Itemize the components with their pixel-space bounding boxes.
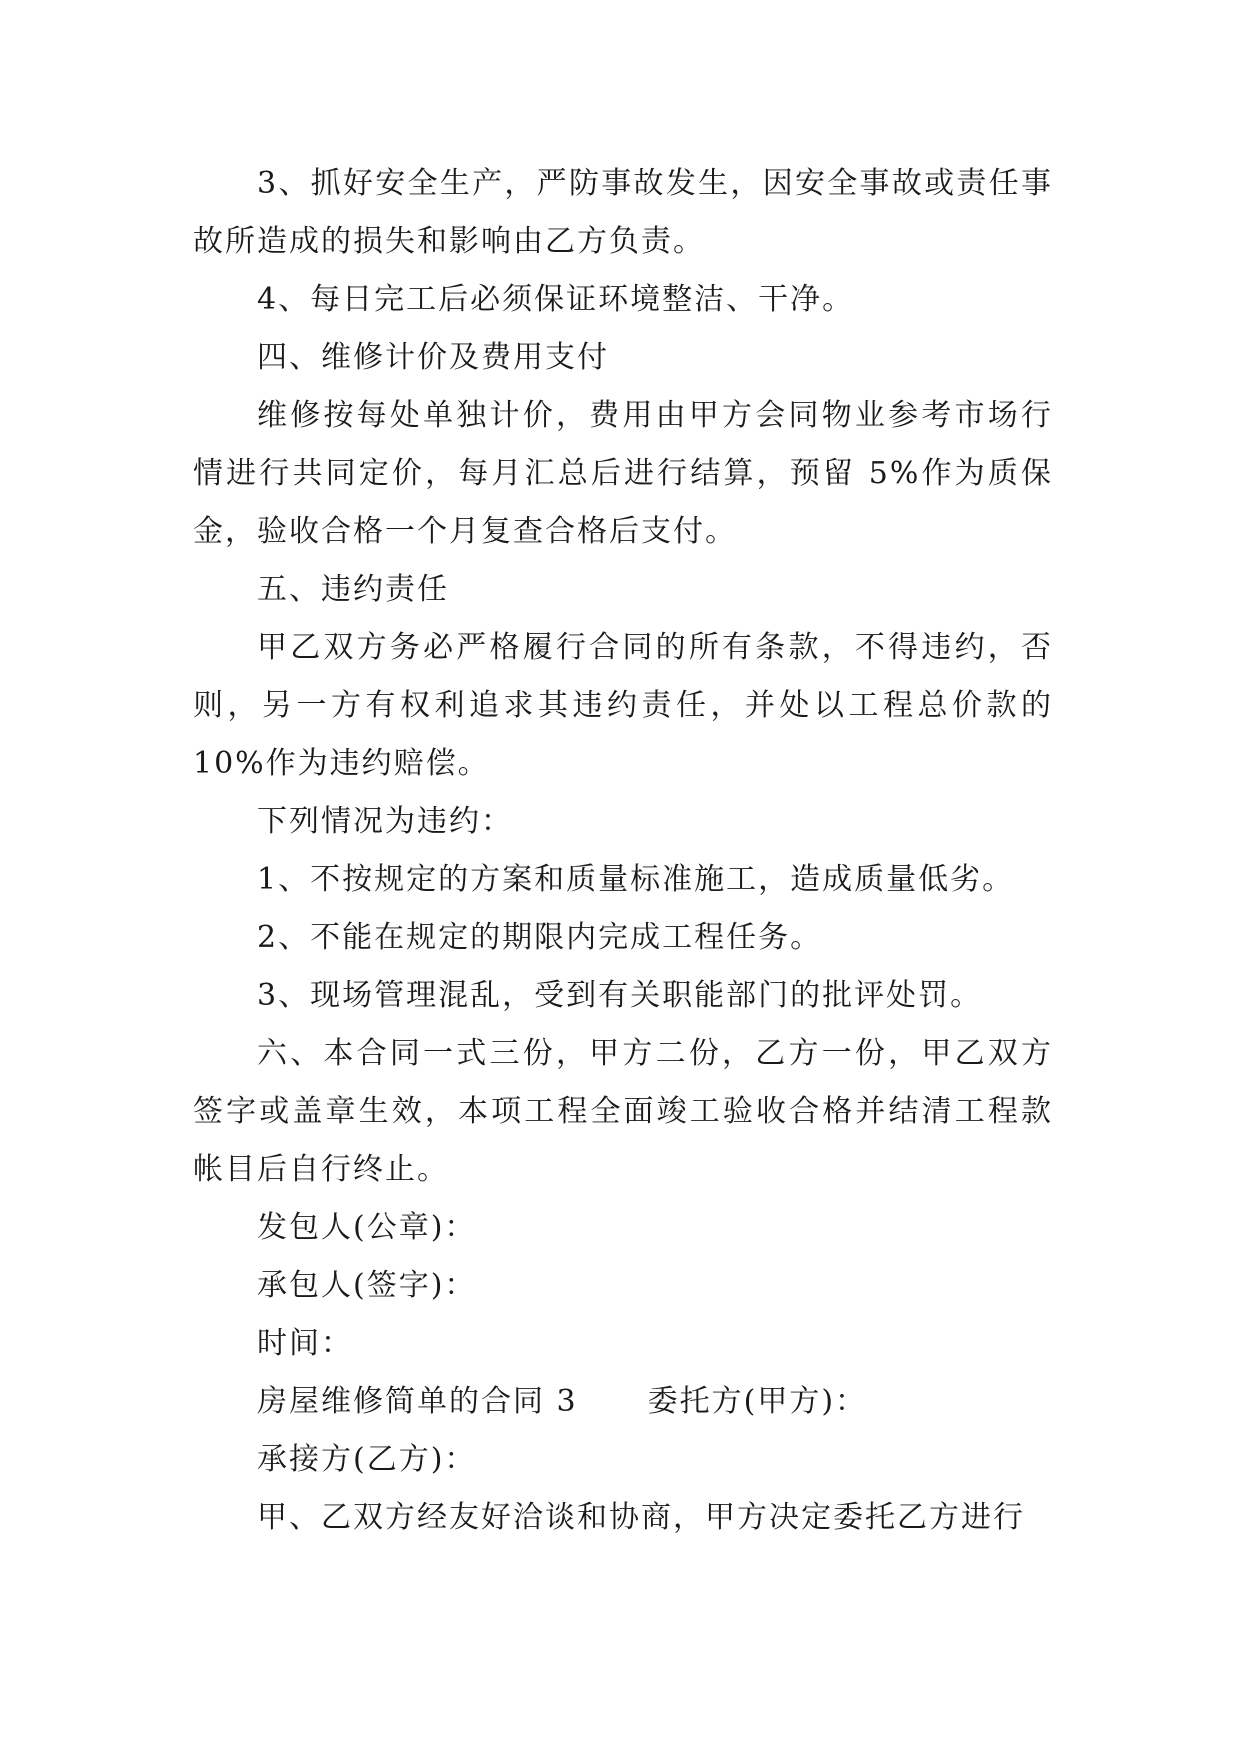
signature-contractor: 承包人(签字)： [257,1268,477,1303]
paragraph-pricing: 维修按每处单独计价，费用由甲方会同物业参考市场行情进行共同定价，每月汇总后进行结算，预留 5%作为质保金，验收合格一个月复查合格后支付。 [193,398,1053,549]
party-b-label: 承接方(乙方)： [257,1442,477,1477]
paragraph-breach-intro: 下列情况为违约： [257,804,513,839]
paragraph-liability: 甲乙双方务必严格履行合同的所有条款，不得违约，否则，另一方有权利追求其违约责任，并处以工程总价款的 10%作为违约赔偿。 [193,630,1053,781]
paragraph-cleanliness: 4、每日完工后必须保证环境整洁、干净。 [257,282,855,317]
document-body [193,155,1053,1547]
breach-item-3: 3、现场管理混乱，受到有关职能部门的批评处罚。 [257,978,983,1013]
signature-date: 时间： [257,1326,353,1361]
contract-title-line [193,1373,1053,1431]
signature-employer: 发包人(公章)： [257,1210,477,1245]
section-heading-pricing: 四、维修计价及费用支付 [257,340,609,375]
paragraph-safety: 3、抓好安全生产，严防事故发生，因安全事故或责任事故所造成的损失和影响由乙方负责。 [193,166,1053,259]
contract-title: 房屋维修简单的合同 3 [257,1384,578,1419]
section-heading-liability: 五、违约责任 [257,572,449,607]
breach-item-2: 2、不能在规定的期限内完成工程任务。 [257,920,823,955]
paragraph-agreement: 甲、乙双方经友好洽谈和协商，甲方决定委托乙方进行 [257,1500,1025,1535]
breach-item-1: 1、不按规定的方案和质量标准施工，造成质量低劣。 [257,862,1015,897]
party-a-label: 委托方(甲方)： [647,1384,868,1419]
paragraph-copies: 六、本合同一式三份，甲方二份，乙方一份，甲乙双方签字或盖章生效，本项工程全面竣工验收合格并结清工程款帐目后自行终止。 [193,1036,1053,1187]
